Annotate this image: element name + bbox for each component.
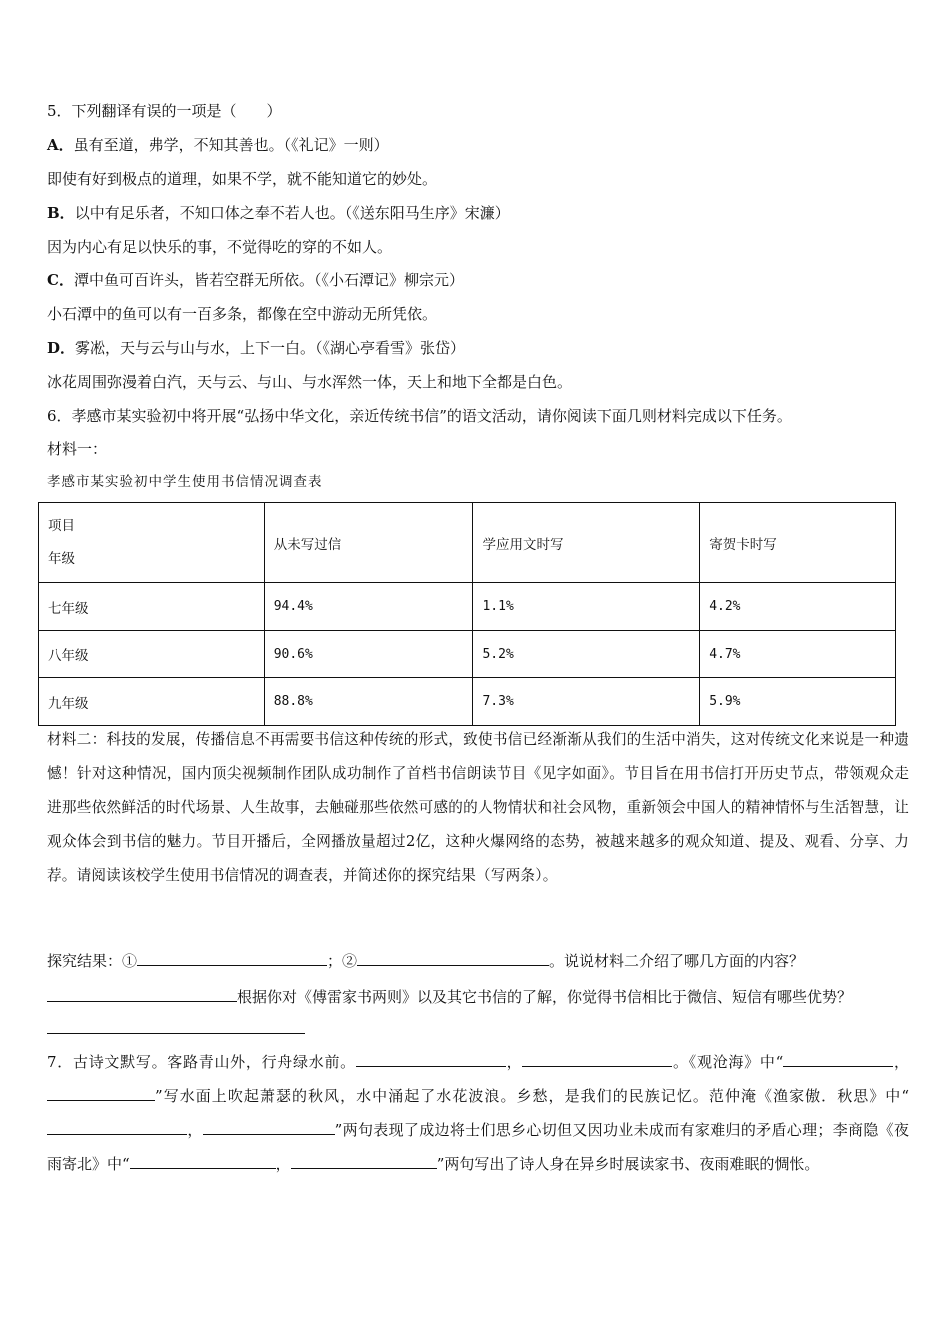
q5-option-c [47,270,464,290]
answer-blank[interactable] [783,1050,893,1067]
q7-paragraph [47,1045,909,1181]
result-sep: ；② [327,952,358,970]
result-line [47,949,804,971]
option-label: B． [47,204,75,222]
q5-stem: 5．下列翻译有误的一项是（ ） [47,102,282,120]
option-text: 虽有至道，弗学，不知其善也。（《礼记》一则） [73,136,389,154]
q5-option-b-translation: 因为内心有足以快乐的事，不觉得吃的穿的不如人。 [47,238,393,256]
corner-top-label: 项目 [48,517,75,534]
option-text: 以中有足乐者，不知口体之奉不若人也。（《送东阳马生序》宋濂） [74,204,510,222]
grade-cell: 九年级 [39,678,265,726]
table-corner-cell [39,503,265,583]
value-cell: 7.3% [473,678,700,726]
column-header: 学应用文时写 [473,503,700,583]
answer-blank[interactable] [47,1118,187,1135]
table-row [39,631,896,678]
q5-option-a-translation: 即使有好到极点的道理，如果不学，就不能知道它的妙处。 [47,170,438,188]
q5-option-d-translation: 冰花周围弥漫着白汽，天与云、与山、与水浑然一体，天上和地下全都是白色。 [47,373,573,391]
q7-text: ”两句写出了诗人身在异乡时展读家书、夜雨难眠的惆怅。 [436,1155,820,1173]
option-label: A． [47,136,74,154]
q7-text: ”两句表现了成边将士们思乡心切但又因功业未成而有家难归的矛盾心理；李商隐《夜雨寄北》中“ [47,1121,909,1173]
answer-blank[interactable] [47,1084,155,1101]
q5-option-a [47,135,389,155]
result-suffix: 。说说材料二介绍了哪几方面的内容？ [549,952,805,970]
option-text: 雾凇，天与云与山与水，上下一白。（《湖心亭看雪》张岱） [75,339,466,357]
q5-option-b [47,203,510,223]
table-header-row [39,503,896,583]
value-cell: 5.9% [700,678,896,726]
q5-option-c-translation: 小石潭中的鱼可以有一百多条，都像在空中游动无所凭依。 [47,305,438,323]
q7-text: ， [187,1121,203,1139]
table-row [39,678,896,726]
q7-text: ， [505,1053,523,1071]
table-row [39,583,896,631]
value-cell: 4.2% [700,583,896,631]
value-cell: 1.1% [473,583,700,631]
answer-blank-3[interactable] [47,985,237,1002]
q5-option-d [47,338,465,358]
grade-cell: 八年级 [39,631,265,678]
answer-blank[interactable] [130,1152,276,1169]
advantage-question: 根据你对《傅雷家书两则》以及其它书信的了解，你觉得书信相比于微信、短信有哪些优势？ [237,988,853,1006]
result-prefix: 探究结果：① [47,952,138,970]
table-title: 孝感市某实验初中学生使用书信情况调查表 [47,474,323,490]
value-cell: 5.2% [473,631,700,678]
value-cell: 88.8% [264,678,473,726]
value-cell: 94.4% [264,583,473,631]
q7-text: 7．古诗文默写。客路青山外，行舟绿水前。 [47,1053,356,1071]
column-header: 寄贺卡时写 [700,503,896,583]
answer-blank[interactable] [203,1118,335,1135]
q7-text: 。《观沧海》中“ [672,1053,784,1071]
q7-text: ， [893,1053,909,1071]
answer-blank[interactable] [291,1152,437,1169]
corner-bottom-label: 年级 [48,550,75,567]
material2-paragraph: 材料二：科技的发展，传播信息不再需要书信这种传统的形式，致使书信已经渐渐从我们的生活中消失，这对传统文化来说是一种遗憾！针对这种情况，国内顶尖视频制作团队成功制作了首档书信朗读节目《见字如面》。节目旨在用书信打开历史节点，带领观众走进那些依然鲜活的时代场景、人生故事，去触碰那些依然可感的的人物情状和社会风物，重新领会中国人的精神情怀与生活智慧，让观众体会到书信的魅力。节目开播后，全网播放量超过2亿，这种火爆网络的态势，被越来越多的观众知道、提及、观看、分享、力荐。请阅读该校学生使用书信情况的调查表，并简述你的探究结果（写两条）。 [47,731,909,884]
survey-table [38,502,896,726]
option-text: 潭中鱼可百许头，皆若空群无所依。（《小石潭记》柳宗元） [73,271,464,289]
option-label: D． [47,339,76,357]
grade-cell: 七年级 [39,583,265,631]
answer-blank-2[interactable] [357,949,549,966]
value-cell: 4.7% [700,631,896,678]
q7-text: ”写水面上吹起萧瑟的秋风，水中涌起了水花波浪。乡愁，是我们的民族记忆。范仲淹《渔家傲．秋思》中“ [155,1087,909,1105]
material1-label: 材料一： [47,440,108,458]
q7-text: ， [275,1155,291,1173]
value-cell: 90.6% [264,631,473,678]
column-header: 从未写过信 [264,503,473,583]
option-label: C． [47,271,74,289]
q6-stem: 6．孝感市某实验初中将开展“弘扬中华文化，亲近传统书信”的语文活动，请你阅读下面几则材料完成以下任务。 [47,407,792,425]
answer-blank-1[interactable] [137,949,327,966]
answer-blank-4[interactable] [47,1033,305,1034]
answer-blank[interactable] [522,1050,672,1067]
advantage-line [47,985,852,1007]
answer-blank[interactable] [356,1050,506,1067]
